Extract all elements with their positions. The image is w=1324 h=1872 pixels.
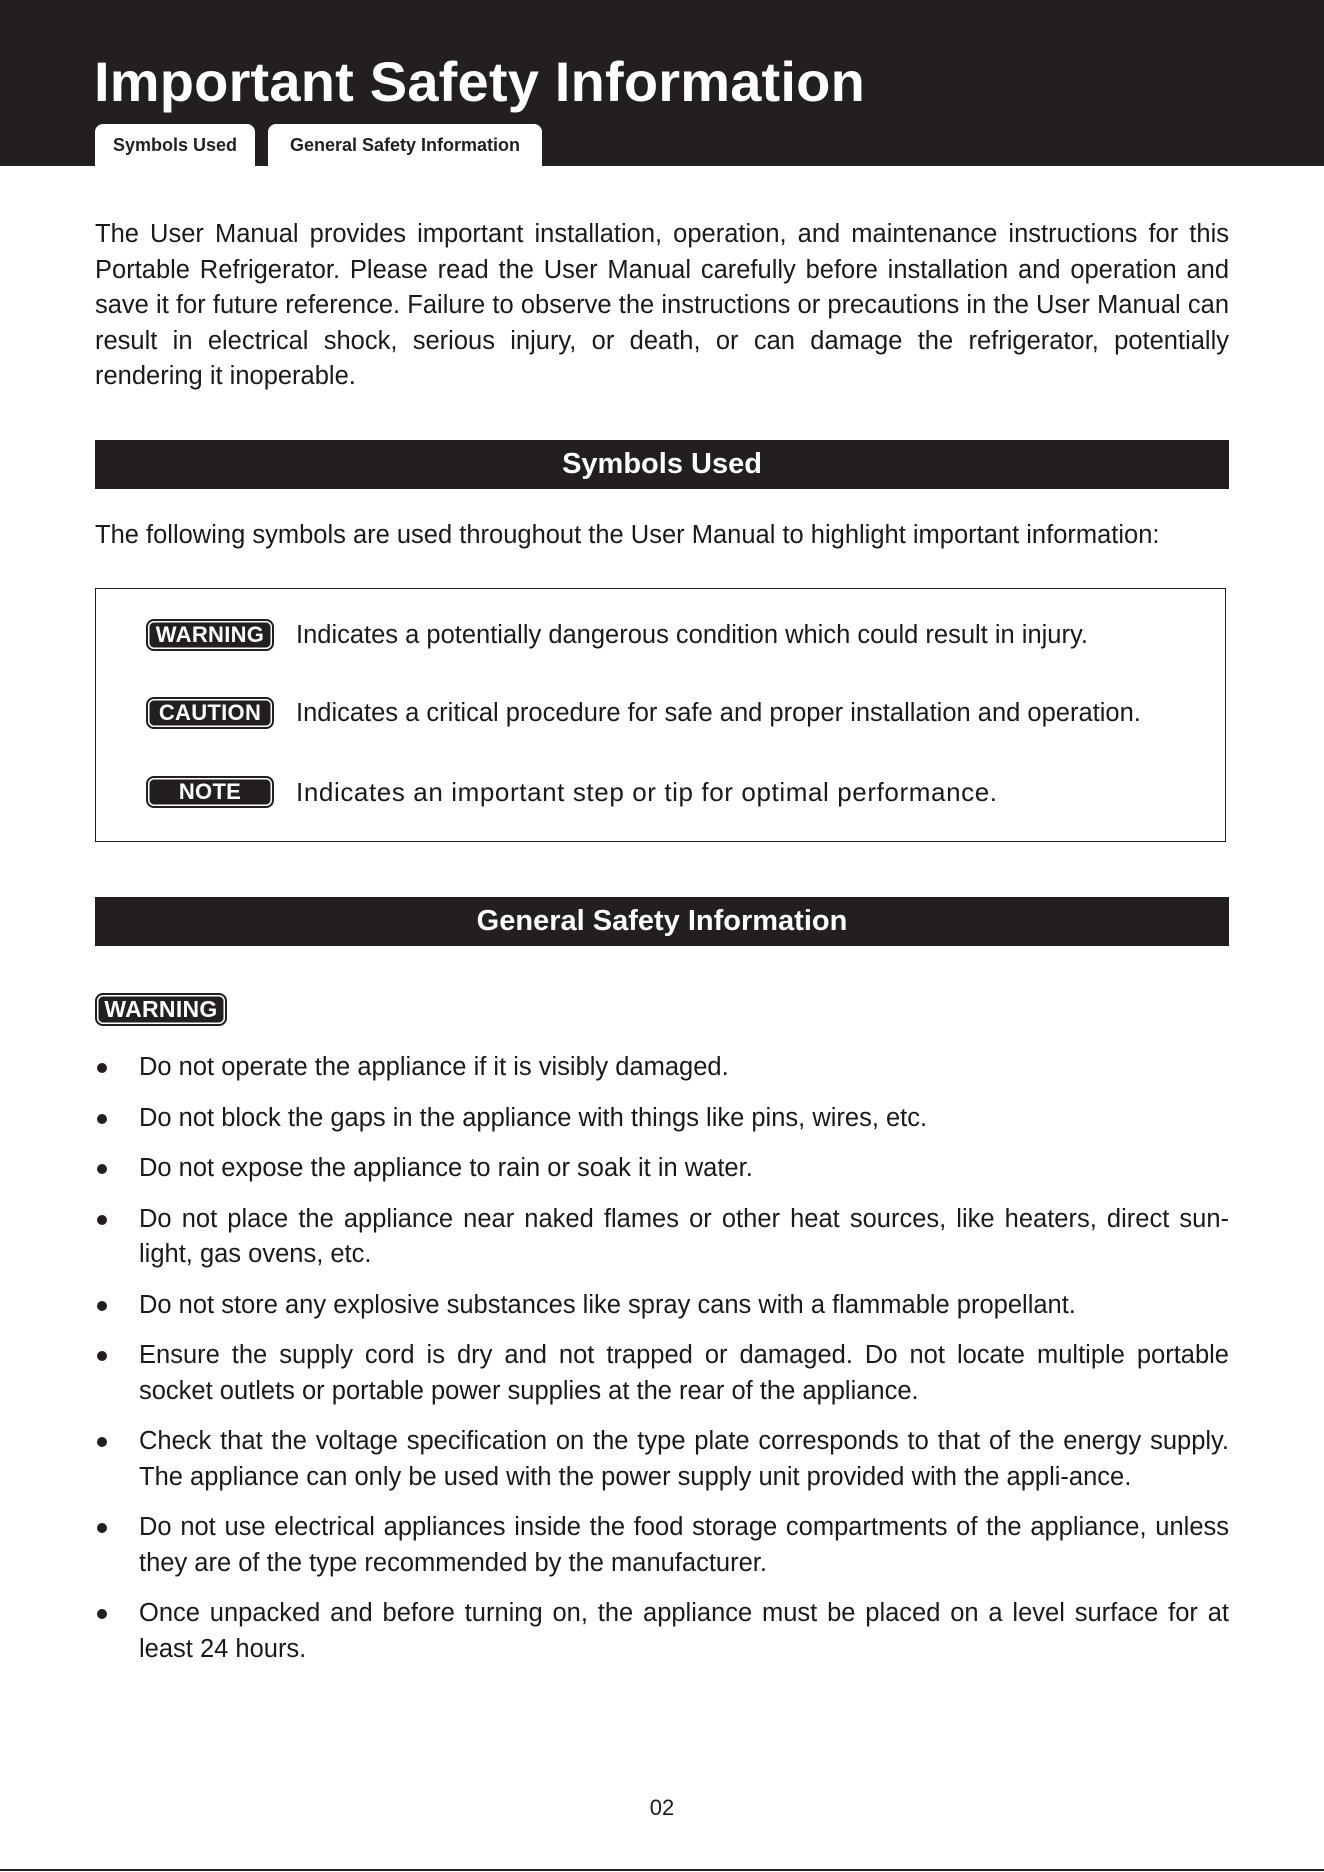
- list-item: [95, 1151, 1229, 1187]
- safety-bullet-list: [95, 1050, 1229, 1682]
- symbol-row-warning: [146, 619, 1088, 651]
- symbol-description: Indicates a critical procedure for safe and proper installation and operation.: [296, 699, 1141, 727]
- bullet-text: Do not place the appliance near naked flames or other heat sources, like heaters, direct sun-light, gas ovens, etc.: [139, 1204, 1229, 1268]
- list-item: [95, 1288, 1229, 1324]
- symbol-row-caution: [146, 697, 1141, 729]
- symbols-legend-box: [95, 588, 1226, 842]
- page-number: 02: [649, 1795, 675, 1820]
- bullet-icon: [97, 1437, 107, 1447]
- symbol-description: Indicates a potentially dangerous condition which could result in injury.: [296, 621, 1088, 649]
- note-badge: NOTE: [146, 776, 274, 808]
- page-title: Important Safety Information: [94, 50, 865, 113]
- caution-badge: CAUTION: [146, 697, 274, 729]
- list-item: [95, 1050, 1229, 1086]
- bottom-divider: [0, 1869, 1324, 1871]
- bullet-text: Do not store any explosive substances like spray cans with a flammable propellant.: [139, 1290, 1076, 1319]
- bullet-icon: [97, 1523, 107, 1533]
- bullet-text: Do not use electrical appliances inside the food storage compartments of the appliance, unless they are of the type recommended by the manufacturer.: [139, 1513, 1229, 1577]
- section-heading-symbols-used: Symbols Used: [95, 440, 1229, 489]
- tab-symbols-used[interactable]: Symbols Used: [95, 124, 255, 166]
- bullet-text: Check that the voltage specification on the type plate corresponds to that of the energy supply. The appliance can only be used with the power supply unit provided with the appli-ance.: [139, 1427, 1229, 1491]
- bullet-icon: [97, 1164, 107, 1174]
- bullet-icon: [97, 1609, 107, 1619]
- list-item: [95, 1101, 1229, 1137]
- symbol-row-note: [146, 776, 998, 808]
- list-item: [95, 1596, 1229, 1667]
- list-item: [95, 1510, 1229, 1581]
- bullet-text: Ensure the supply cord is dry and not trapped or damaged. Do not locate multiple portable socket outlets or portable power supplies at the rear of the appliance.: [139, 1341, 1229, 1405]
- tab-general-safety-information[interactable]: General Safety Information: [268, 124, 542, 166]
- section-heading-general-safety: General Safety Information: [95, 897, 1229, 946]
- bullet-icon: [97, 1215, 107, 1225]
- warning-badge: WARNING: [95, 993, 227, 1026]
- bullet-icon: [97, 1351, 107, 1361]
- list-item: [95, 1338, 1229, 1409]
- bullet-icon: [97, 1063, 107, 1073]
- symbols-intro-text: The following symbols are used throughout the User Manual to highlight important information:: [95, 521, 1160, 549]
- symbol-description: Indicates an important step or tip for optimal performance.: [296, 777, 998, 807]
- list-item: [95, 1424, 1229, 1495]
- warning-badge: WARNING: [146, 619, 274, 651]
- bullet-icon: [97, 1114, 107, 1124]
- bullet-text: Do not operate the appliance if it is visibly damaged.: [139, 1053, 729, 1081]
- bullet-text: Do not expose the appliance to rain or soak it in water.: [139, 1154, 753, 1182]
- bullet-text: Do not block the gaps in the appliance with things like pins, wires, etc.: [139, 1103, 928, 1132]
- page-header: [0, 0, 1324, 166]
- bullet-icon: [97, 1301, 107, 1311]
- bullet-text: Once unpacked and before turning on, the appliance must be placed on a level surface for at least 24 hours.: [139, 1599, 1229, 1663]
- list-item: [95, 1202, 1229, 1273]
- intro-paragraph: The User Manual provides important installation, operation, and maintenance instructions for this Portable Refrigerator. Please read the User Manual carefully before installation and operation and save it for future reference. Failure to observe the instructions or precautions in the User Manual can result in electrical shock, serious injury, or death, or can damage the refrigerator, potentially rendering it inoperable.: [95, 220, 1229, 390]
